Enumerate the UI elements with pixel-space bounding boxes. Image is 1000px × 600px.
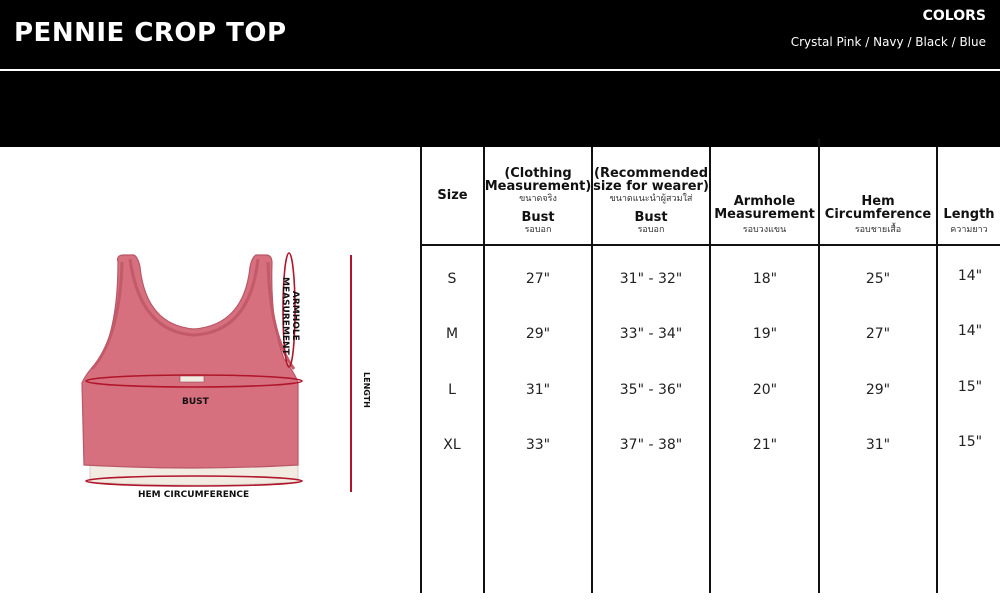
table-cell: 15": [957, 434, 983, 450]
table-cell: 14": [957, 323, 983, 339]
table-cell: 33" - 34": [619, 326, 683, 342]
table-cell: 19": [752, 326, 778, 342]
table-cell: 20": [752, 382, 778, 398]
size-cell: S: [447, 271, 457, 287]
header-clothing-bust-label: Bust: [521, 210, 555, 225]
header-armhole: [711, 147, 818, 244]
garment-body: [82, 255, 298, 468]
length-label: LENGTH: [362, 372, 371, 408]
size-chart-table: [420, 147, 1000, 600]
garment-illustration: [0, 147, 420, 600]
header-armhole-label: Armhole Measurement: [714, 194, 815, 222]
table-cell: 31" - 32": [619, 271, 683, 287]
hem-label: HEM CIRCUMFERENCE: [138, 490, 250, 500]
header-length-label: Length: [943, 207, 995, 222]
header-size-label: Size: [437, 188, 468, 203]
header-hem-thai: รอบชายเสื้อ: [854, 225, 902, 235]
table-cell: 27": [525, 271, 551, 287]
header-clothing-note-thai: ขนาดจริง: [519, 194, 557, 204]
table-cell: 33": [525, 437, 551, 453]
size-cell: M: [445, 326, 459, 342]
table-cell: 35" - 36": [619, 382, 683, 398]
header-hem-label: Hem Circumference: [824, 194, 932, 222]
table-cell: 18": [752, 271, 778, 287]
table-cell: 37" - 38": [619, 437, 683, 453]
table-cell: 27": [865, 326, 891, 342]
header-length-thai: ความยาว: [950, 225, 988, 235]
header-recommended-bust-label: Bust: [634, 210, 668, 225]
armhole-label-line2: MEASUREMENT: [280, 277, 290, 355]
header-divider: [0, 69, 1000, 71]
table-cell: 29": [865, 382, 891, 398]
colors-heading: COLORS: [922, 8, 986, 24]
header-recommended-bust: [593, 147, 709, 244]
header-length: [938, 147, 1000, 244]
table-cell: 15": [957, 379, 983, 395]
table-cell: 31": [525, 382, 551, 398]
table-cell: 21": [752, 437, 778, 453]
table-cell: 14": [957, 268, 983, 284]
colors-list: Crystal Pink / Navy / Black / Blue: [790, 35, 986, 49]
armhole-label: [280, 277, 300, 355]
header-clothing-bust: [485, 147, 591, 244]
armhole-label-line1: ARMHOLE: [290, 290, 300, 341]
header-bar: [0, 0, 1000, 147]
size-cell: L: [448, 382, 456, 398]
brand-tag: [180, 376, 204, 382]
size-cell: XL: [443, 437, 461, 453]
header-recommended-note: (Recommended size for wearer): [593, 166, 709, 194]
table-cell: 29": [525, 326, 551, 342]
header-armhole-thai: รอบวงแขน: [742, 225, 787, 235]
header-clothing-bust-thai: รอบอก: [524, 225, 552, 235]
header-recommended-note-thai: ขนาดแนะนำผู้สวมใส่: [609, 194, 693, 204]
header-size: [422, 147, 483, 244]
header-hem: [820, 147, 936, 244]
product-title: PENNIE CROP TOP: [14, 18, 287, 48]
crop-top-drawing: [0, 147, 420, 600]
table-cell: 25": [865, 271, 891, 287]
header-recommended-bust-thai: รอบอก: [637, 225, 665, 235]
bust-label: BUST: [182, 397, 209, 407]
table-cell: 31": [865, 437, 891, 453]
header-clothing-note: (Clothing Measurement): [484, 166, 592, 194]
header-row-divider: [420, 244, 1000, 246]
